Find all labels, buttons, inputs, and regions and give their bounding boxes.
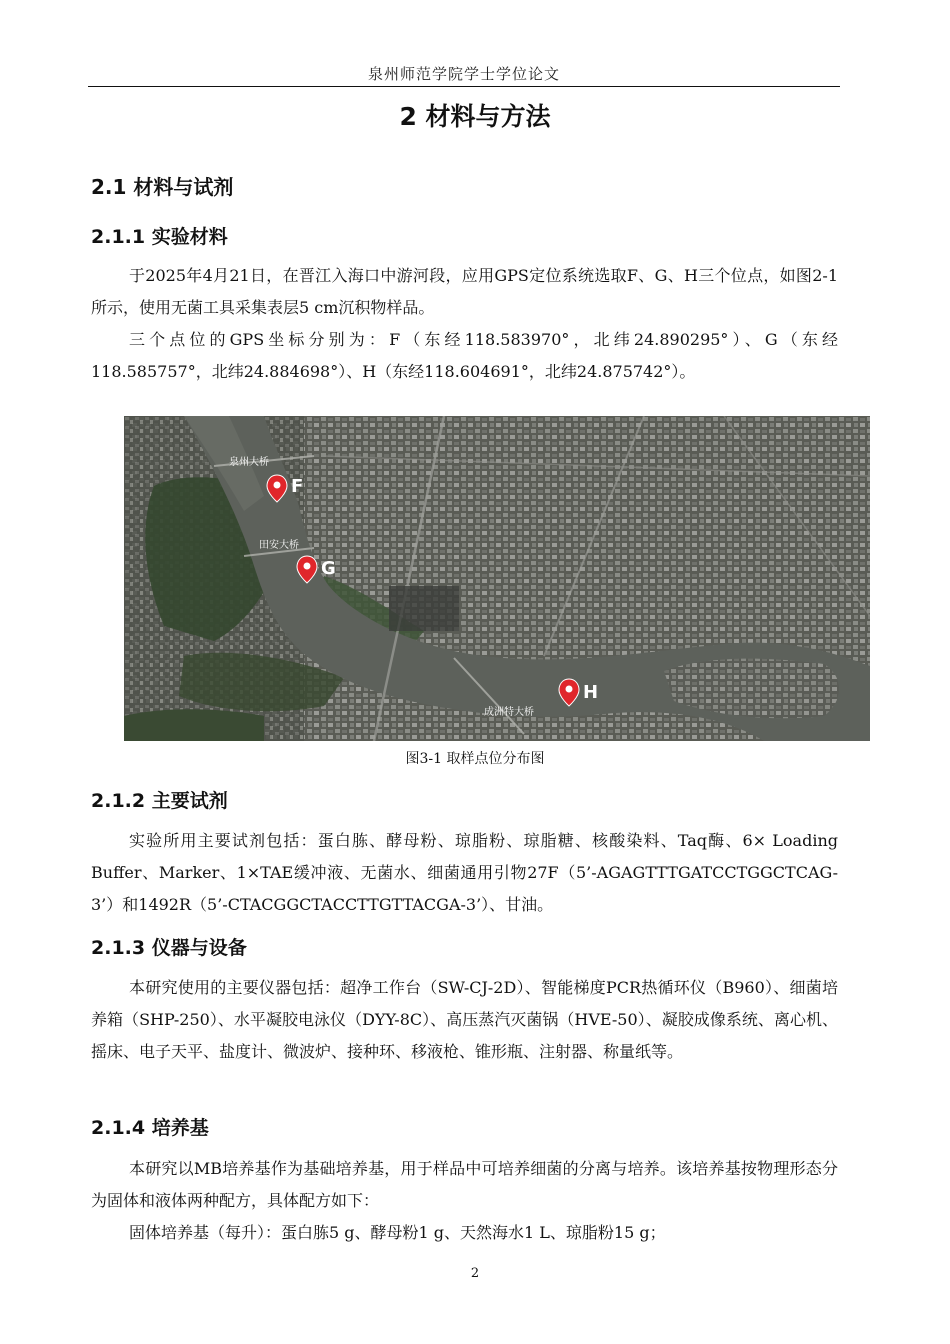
section-heading-2-1-3: 2.1.3 仪器与设备: [91, 937, 247, 959]
header-rule: [88, 86, 840, 87]
label-tianan-bridge: 田安大桥: [259, 540, 299, 551]
label-point-h: H: [583, 682, 599, 703]
label-point-f: F: [291, 476, 304, 497]
section-heading-2-1-4: 2.1.4 培养基: [91, 1117, 209, 1139]
satellite-map: [124, 416, 870, 741]
paragraph-reagents: 实验所用主要试剂包括：蛋白胨、酵母粉、琼脂粉、琼脂糖、核酸染料、Taq酶、6× Loading Buffer、Marker、1×TAE缓冲液、无菌水、细菌通用引物27F（5’-AGAGTTTGATCCTGGCTCAG-3’）和1492R（5’-CTACGGCTACCTTGTTACGA-3’）、甘油。: [91, 831, 838, 914]
running-header: 泉州师范学院学士学位论文: [367, 65, 560, 83]
label-point-g: G: [321, 558, 336, 579]
section-heading-2-1: 2.1 材料与试剂: [91, 175, 234, 199]
sampling-map-figure: [124, 416, 870, 741]
paragraph-coordinates: 三个点位的GPS坐标分别为：F（东经118.583970°，北纬24.890295°）、G（东经118.585757°，北纬24.884698°）、H（东经118.604691°，北纬24.875742°）。: [91, 330, 838, 381]
page-number: 2: [470, 1266, 480, 1281]
paragraph-medium-intro: 本研究以MB培养基作为基础培养基，用于样品中可培养细菌的分离与培养。该培养基按物理形态分为固体和液体两种配方，具体配方如下：: [91, 1159, 838, 1210]
paragraph-instruments: 本研究使用的主要仪器包括：超净工作台（SW-CJ-2D）、智能梯度PCR热循环仪（B960）、细菌培养箱（SHP-250）、水平凝胶电泳仪（DYY-8C）、高压蒸汽灭菌锅（HVE-50）、凝胶成像系统、离心机、摇床、电子天平、盐度计、微波炉、接种环、移液枪、锥形瓶、注射器、称量纸等。: [91, 978, 838, 1061]
section-heading-2-1-1: 2.1.1 实验材料: [91, 226, 228, 248]
paragraph-solid-medium: 固体培养基（每升）：蛋白胨5 g、酵母粉1 g、天然海水1 L、琼脂粉15 g；: [129, 1223, 666, 1242]
paragraph-sampling: 于2025年4月21日，在晋江入海口中游河段，应用GPS定位系统选取F、G、H三个位点，如图2-1所示，使用无菌工具采集表层5 cm沉积物样品。: [91, 266, 838, 317]
figure-caption: 图3-1 取样点位分布图: [405, 751, 545, 767]
label-chengzhou-bridge: 成洲特大桥: [484, 707, 534, 718]
chapter-title: 2 材料与方法: [399, 102, 551, 131]
label-quanzhou-bridge: 泉州大桥: [229, 457, 269, 468]
section-heading-2-1-2: 2.1.2 主要试剂: [91, 790, 228, 812]
